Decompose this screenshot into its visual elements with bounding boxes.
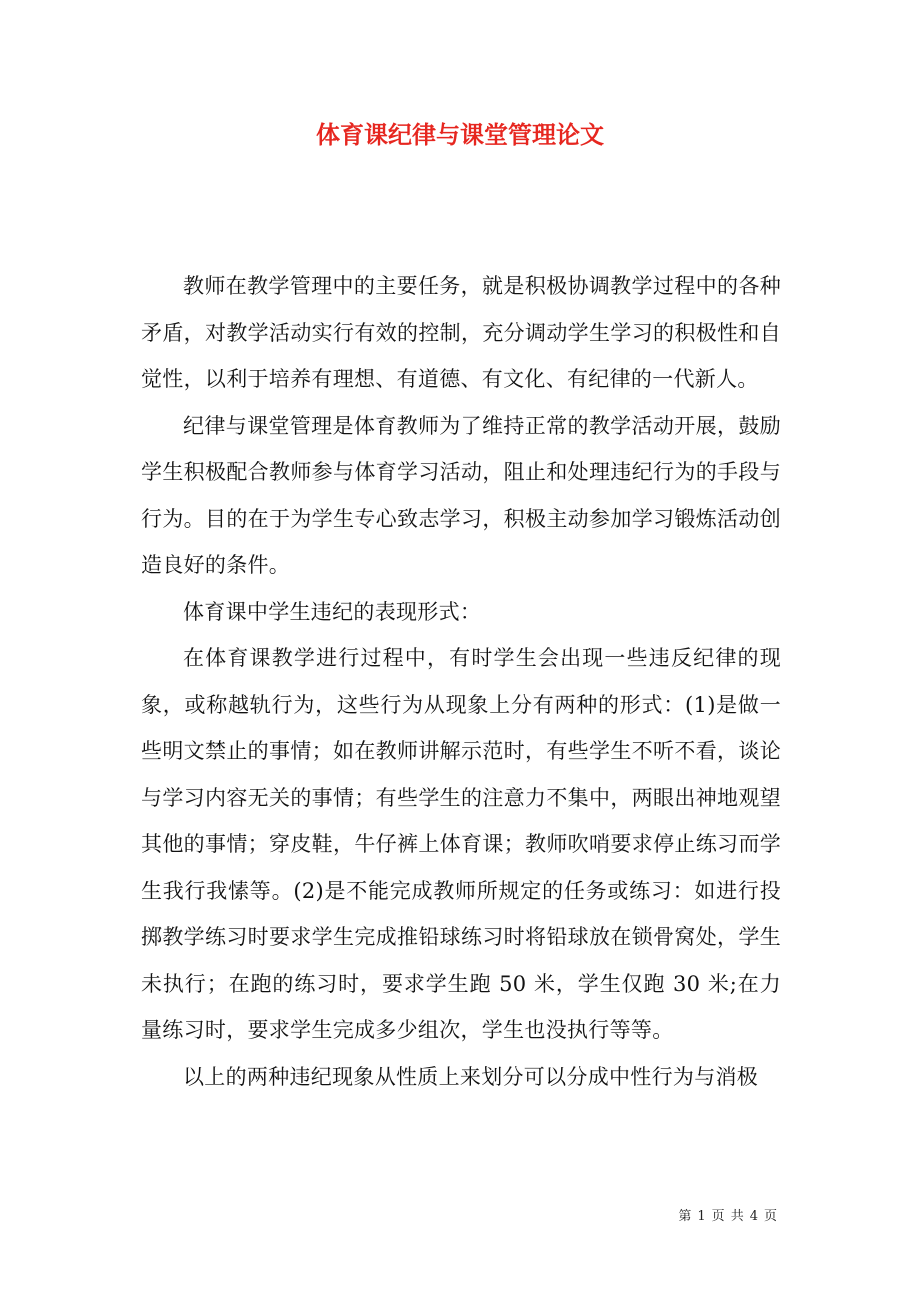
- page-footer: [675, 1207, 780, 1227]
- footer-total-pages: 4: [749, 1209, 758, 1224]
- footer-page-number: 1: [697, 1209, 706, 1224]
- document-body: [141, 263, 781, 1100]
- footer-label-gong: 共: [730, 1209, 744, 1224]
- paragraph: 教师在教学管理中的主要任务，就是积极协调教学过程中的各种矛盾，对教学活动实行有效的控制，充分调动学生学习的积极性和自觉性，以利于培养有理想、有道德、有文化、有纪律的一代新人。: [141, 274, 781, 391]
- footer-label-ye: 页: [763, 1209, 777, 1224]
- document-title: 体育课纪律与课堂管理论文: [316, 120, 604, 149]
- paragraph: 纪律与课堂管理是体育教师为了维持正常的教学活动开展，鼓励学生积极配合教师参与体育学习活动，阻止和处理违纪行为的手段与行为。目的在于为学生专心致志学习，积极主动参加学习锻炼活动创造良好的条件。: [141, 413, 781, 577]
- paragraph: 体育课中学生违纪的表现形式：: [183, 599, 482, 624]
- footer-label-di: 第: [678, 1209, 692, 1224]
- paragraph: 在体育课教学进行过程中，有时学生会出现一些违反纪律的现象，或称越轨行为，这些行为从现象上分有两种的形式：(1)是做一些明文禁止的事情；如在教师讲解示范时，有些学生不听不看，谈论与学习内容无关的事情；有些学生的注意力不集中，两眼出神地观望其他的事情；穿皮鞋，牛仔裤上体育课；教师吹哨要求停止练习而学生我行我愫等。(2)是不能完成教师所规定的任务或练习：如进行投掷教学练习时要求学生完成推铅球练习时将铅球放在锁骨窝处，学生未执行；在跑的练习时，要求学生跑 50 米，学生仅跑 30 米;在力量练习时，要求学生完成多少组次，学生也没执行等等。: [141, 646, 781, 1042]
- paragraph: 以上的两种违纪现象从性质上来划分可以分成中性行为与消极: [183, 1064, 759, 1089]
- footer-label-ye: 页: [711, 1209, 725, 1224]
